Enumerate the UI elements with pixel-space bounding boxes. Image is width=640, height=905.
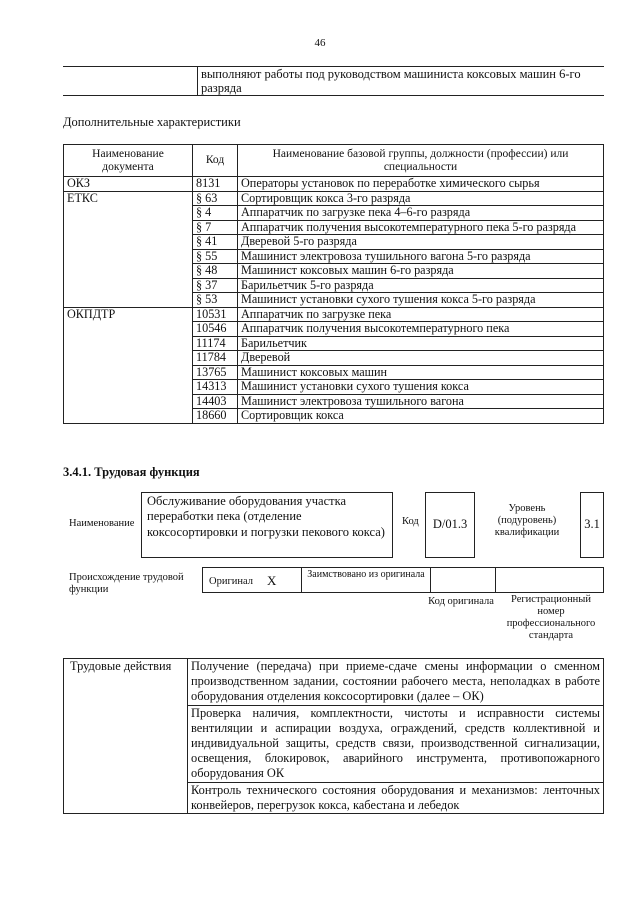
name-cell: Барильетчик [238,336,604,351]
name-cell: Сортировщик кокса [238,409,604,424]
table-row [64,307,604,322]
name-cell: Машинист коксовых машин 6-го разряда [238,264,604,279]
characteristics-body [64,177,604,424]
name-cell: Дверевой [238,351,604,366]
code-cell: 14313 [193,380,238,395]
name-cell: Машинист установки сухого тушения кокса [238,380,604,395]
code-cell: § 41 [193,235,238,250]
name-cell: Операторы установок по переработке химического сырья [238,177,604,192]
code-cell: 11784 [193,351,238,366]
continuation-left-cell [63,67,198,96]
code-cell: § 7 [193,220,238,235]
document-cell: ОКПДТР [64,307,193,423]
table-row [64,177,604,192]
name-cell: Аппаратчик получения высокотемпературного пека 5-го разряда [238,220,604,235]
additional-characteristics-table [63,144,604,424]
header-group-name: Наименование базовой группы, должности (профессии) или специальности [238,145,604,177]
continuation-table [63,66,604,96]
code-cell: 10546 [193,322,238,337]
code-cell: 8131 [193,177,238,192]
code-cell: 13765 [193,365,238,380]
code-cell: 18660 [193,409,238,424]
labor-action-item: Проверка наличия, комплектности, чистоты и исправности системы вентиляции и аспирации воздуха, ограждений, средств коллективной и индивидуальной защиты, средств связи, производственной сигнализации, освещения, блокировок, аварийного инструмента, противопожарного оборудования ОК [188,705,604,782]
table-row [64,191,604,206]
name-label: Наименование [69,518,135,529]
name-cell: Аппаратчик получения высокотемпературного пека [238,322,604,337]
code-cell: 11174 [193,336,238,351]
function-name-box: Обслуживание оборудования участка переработки пека (отделение коксосортировки и погрузки пекового кокса) [141,492,393,558]
level-label: Уровень (подуровень) квалификации [494,503,560,538]
name-cell: Машинист коксовых машин [238,365,604,380]
code-cell: § 37 [193,278,238,293]
code-cell: 10531 [193,307,238,322]
borrowed-label: Заимствовано из оригинала [307,569,425,580]
name-cell: Барильетчик 5-го разряда [238,278,604,293]
header-code: Код [193,145,238,177]
document-cell: ЕТКС [64,191,193,307]
code-cell: § 4 [193,206,238,221]
labor-actions-table [63,658,604,814]
origin-row [202,567,604,593]
page-number: 46 [314,37,326,49]
divider [495,568,496,592]
code-cell: 14403 [193,394,238,409]
divider [301,568,302,592]
divider [430,568,431,592]
additional-characteristics-title: Дополнительные характеристики [63,115,241,129]
name-cell: Сортировщик кокса 3-го разряда [238,191,604,206]
name-cell: Аппаратчик по загрузке пека [238,307,604,322]
function-code-box: D/01.3 [425,492,475,558]
code-label: Код [402,516,419,527]
code-cell: § 53 [193,293,238,308]
name-cell: Машинист электровоза тушильного вагона 5-го разряда [238,249,604,264]
name-cell: Аппаратчик по загрузке пека 4–6-го разряда [238,206,604,221]
section-title: 3.4.1. Трудовая функция [63,465,200,479]
code-original-caption: Код оригинала [428,596,494,607]
name-cell: Машинист электровоза тушильного вагона [238,394,604,409]
code-cell: § 55 [193,249,238,264]
registration-number-caption: Регистрационный номер профессионального стандарта [506,594,596,641]
name-cell: Дверевой 5-го разряда [238,235,604,250]
labor-actions-label: Трудовые действия [64,659,188,814]
document-cell: ОКЗ [64,177,193,192]
name-cell: Машинист установки сухого тушения кокса 5-го разряда [238,293,604,308]
continuation-right-cell: выполняют работы под руководством машиниста коксовых машин 6-го разряда [198,67,605,96]
original-label: Оригинал [209,576,253,587]
header-document: Наименование документа [64,145,193,177]
code-cell: § 63 [193,191,238,206]
level-value-box: 3.1 [580,492,604,558]
labor-action-item: Получение (передача) при приеме-сдаче смены информации о сменном производственном задании, состоянии рабочего места, неполадках в работе оборудования отделения коксосортировки (далее – ОК) [188,659,604,706]
original-mark: X [267,573,277,588]
origin-label: Происхождение трудовой функции [69,572,184,595]
code-cell: § 48 [193,264,238,279]
labor-action-item: Контроль технического состояния оборудования и механизмов: ленточных конвейеров, перегрузок кокса, кабестана и лебедок [188,782,604,813]
